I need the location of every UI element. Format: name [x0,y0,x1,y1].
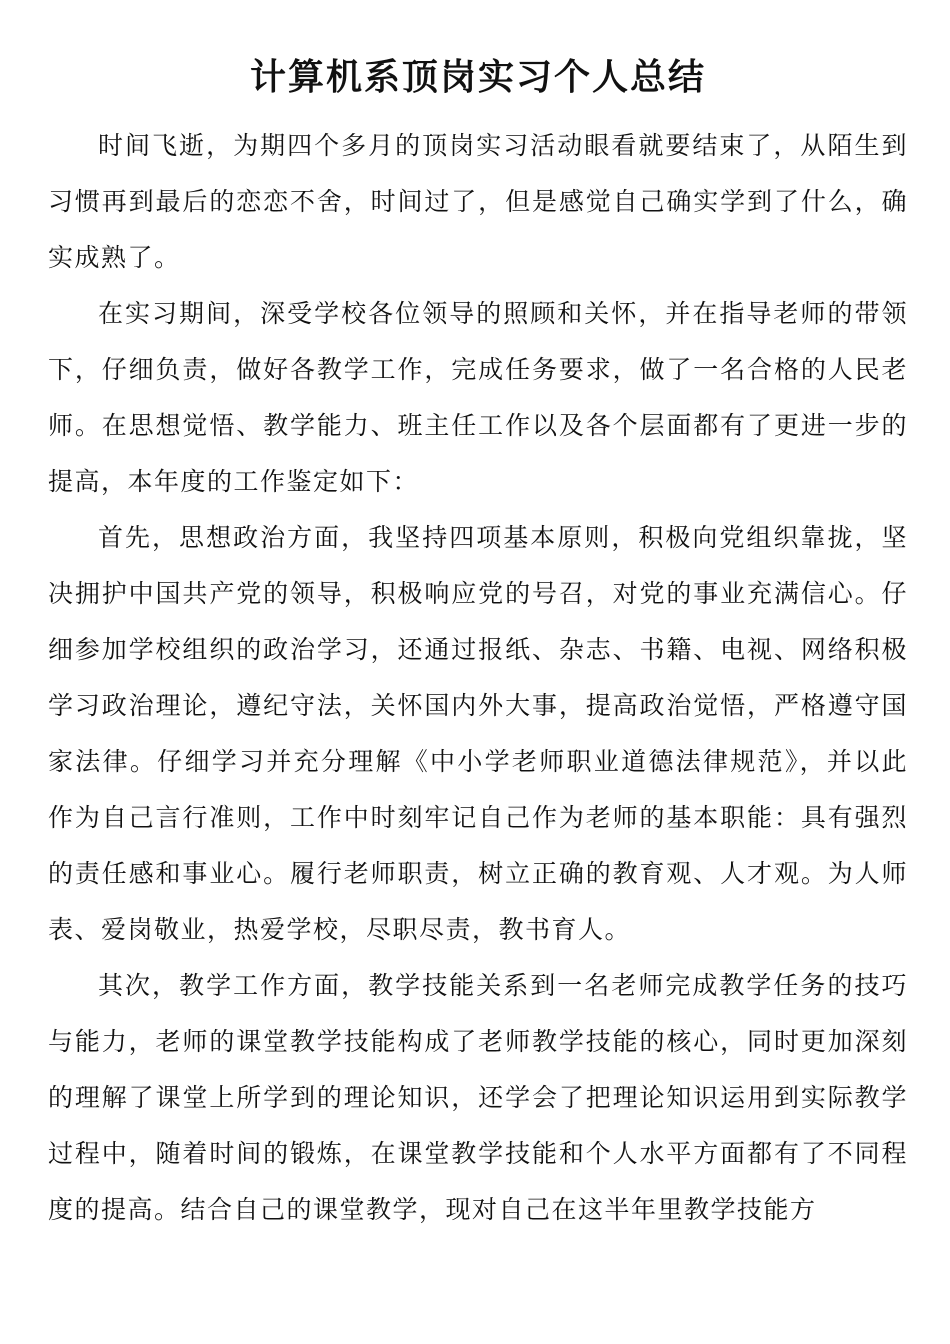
paragraph-teaching-work: 其次，教学工作方面，教学技能关系到一名老师完成教学任务的技巧与能力，老师的课堂教学技能构成了老师教学技能的核心，同时更加深刻的理解了课堂上所学到的理论知识，还学会了把理论知识运用到实际教学过程中，随着时间的锻炼，在课堂教学技能和个人水平方面都有了不同程度的提高。结合自己的课堂教学，现对自己在这半年里教学技能方 [48,971,908,1224]
paragraph-intro: 时间飞逝，为期四个多月的顶岗实习活动眼看就要结束了，从陌生到习惯再到最后的恋恋不舍，时间过了，但是感觉自己确实学到了什么，确实成熟了。 [48,131,908,272]
document-title: 计算机系顶岗实习个人总结 [249,57,706,98]
paragraph-political-thought: 首先，思想政治方面，我坚持四项基本原则，积极向党组织靠拢，坚决拥护中国共产党的领导，积极响应党的号召，对党的事业充满信心。仔细参加学校组织的政治学习，还通过报纸、杂志、书籍、电视、网络积极学习政治理论，遵纪守法，关怀国内外大事，提高政治觉悟，严格遵守国家法律。仔细学习并充分理解《中小学老师职业道德法律规范》，并以此作为自己言行准则，工作中时刻牢记自己作为老师的基本职能：具有强烈的责任感和事业心。履行老师职责，树立正确的教育观、人才观。为人师表、爱岗敬业，热爱学校，尽职尽责，教书育人。 [48,523,908,944]
paragraph-internship-period: 在实习期间，深受学校各位领导的照顾和关怀，并在指导老师的带领下，仔细负责，做好各教学工作，完成任务要求，做了一名合格的人民老师。在思想觉悟、教学能力、班主任工作以及各个层面都有了更进一步的提高，本年度的工作鉴定如下： [48,299,908,496]
document-page [48,40,908,1238]
